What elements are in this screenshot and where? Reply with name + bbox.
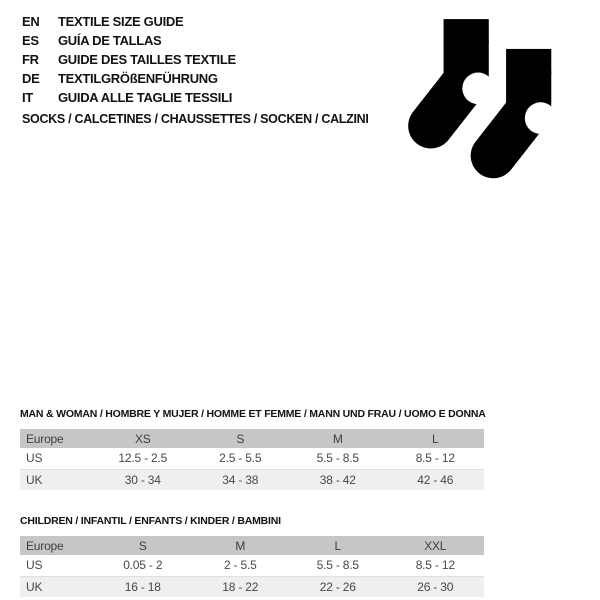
adults-row-us (20, 448, 484, 469)
adults-header-row (20, 429, 484, 448)
language-label: TEXTILGRÖßENFÜHRUNG (58, 71, 218, 86)
region-cell: UK (20, 576, 94, 597)
value-cell: 18 - 22 (192, 576, 290, 597)
language-label: GUIDA ALLE TAGLIE TESSILI (58, 90, 233, 105)
header-cell-region: Europe (20, 429, 94, 448)
region-cell: US (20, 555, 94, 576)
category-title: SOCKS / CALCETINES / CHAUSSETTES / SOCKEN / CALZINI (22, 111, 369, 126)
header-cell-size: S (94, 536, 192, 555)
language-code: IT (22, 90, 33, 105)
value-cell: 8.5 - 12 (387, 555, 485, 576)
language-row-en (22, 12, 236, 31)
header-cell-size: XXL (387, 536, 485, 555)
value-cell: 5.5 - 8.5 (289, 555, 387, 576)
value-cell: 26 - 30 (387, 576, 485, 597)
children-row-us (20, 555, 484, 576)
language-code: EN (22, 14, 40, 29)
header-cell-size: XS (94, 429, 192, 448)
value-cell: 38 - 42 (289, 469, 387, 490)
language-row-es (22, 31, 236, 50)
size-table-adults (20, 408, 484, 490)
header-cell-size: M (192, 536, 290, 555)
language-label: GUÍA DE TALLAS (58, 33, 162, 48)
language-code: FR (22, 52, 39, 67)
value-cell: 2.5 - 5.5 (192, 448, 290, 469)
value-cell: 0.05 - 2 (94, 555, 192, 576)
language-row-fr (22, 50, 236, 69)
region-cell: US (20, 448, 94, 469)
children-size-table (20, 536, 484, 597)
sock-shape-1 (431, 19, 494, 126)
adults-table-title: MAN & WOMAN / HOMBRE Y MUJER / HOMME ET FEMME / MANN UND FRAU / UOMO E DONNA (20, 408, 486, 420)
children-header-row (20, 536, 484, 555)
language-label: GUIDE DES TAILLES TEXTILE (58, 52, 236, 67)
value-cell: 22 - 26 (289, 576, 387, 597)
region-cell: UK (20, 469, 94, 490)
language-code: DE (22, 71, 40, 86)
header-cell-size: S (192, 429, 290, 448)
language-row-it (22, 88, 236, 107)
header-cell-size: M (289, 429, 387, 448)
children-row-uk (20, 576, 484, 597)
value-cell: 30 - 34 (94, 469, 192, 490)
value-cell: 34 - 38 (192, 469, 290, 490)
language-row-de (22, 69, 236, 88)
header-cell-region: Europe (20, 536, 94, 555)
language-code: ES (22, 33, 39, 48)
header-cell-size: L (289, 536, 387, 555)
header-cell-size: L (387, 429, 485, 448)
language-label: TEXTILE SIZE GUIDE (58, 14, 184, 29)
value-cell: 12.5 - 2.5 (94, 448, 192, 469)
value-cell: 8.5 - 12 (387, 448, 485, 469)
language-list (22, 12, 236, 107)
value-cell: 42 - 46 (387, 469, 485, 490)
children-table-title: CHILDREN / INFANTIL / ENFANTS / KINDER / BAMBINI (20, 515, 281, 527)
socks-icon (408, 14, 558, 180)
size-table-children (20, 515, 484, 597)
value-cell: 16 - 18 (94, 576, 192, 597)
adults-row-uk (20, 469, 484, 490)
adults-size-table (20, 429, 484, 490)
value-cell: 2 - 5.5 (192, 555, 290, 576)
value-cell: 5.5 - 8.5 (289, 448, 387, 469)
